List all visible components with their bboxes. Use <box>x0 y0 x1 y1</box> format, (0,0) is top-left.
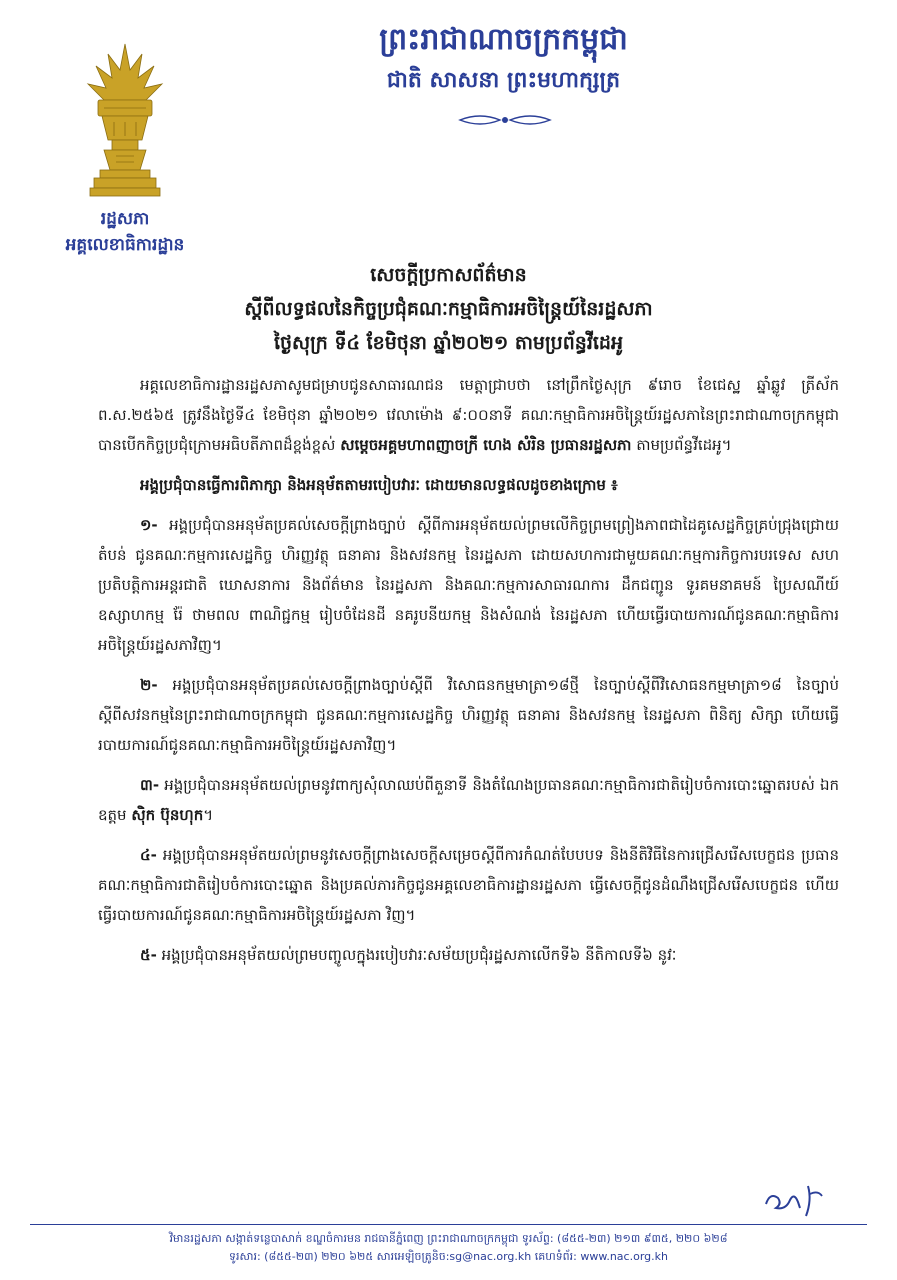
item-number: ១- <box>140 516 158 534</box>
issuer-secretariat: អគ្គលេខាធិការដ្ឋាន <box>65 235 185 255</box>
item-text: អង្គប្រជុំបានអនុម័តប្រគល់សេចក្តីព្រាងច្បាប់ ស្តីពីការអនុម័តយល់ព្រមលើកិច្ចព្រមព្រៀងភាពជាដៃគូសេដ្ឋកិច្ចគ្រប់ជ្រុងជ្រោយតំបន់ ជូនគណៈកម្មការសេដ្ឋកិច្ច ហិរញ្ញវត្ថុ ធនាគារ និងសវនកម្ម នៃរដ្ឋសភា ដោយសហការជាមួយគណៈកម្មការកិច្ចការបរទេស សហប្រតិបត្តិការអន្តរជាតិ ឃោសនាការ និងព័ត៌មាន នៃរដ្ឋសភា និងគណៈកម្មការសាធារណការ ដឹកជញ្ជូន ទូរគមនាគមន៍ ប្រៃសណីយ៍ ឧស្សាហកម្ម រ៉ែ ថាមពល ពាណិជ្ជកម្ម រៀបចំដែនដី នគរូបនីយកម្ម និងសំណង់ នៃរដ្ឋសភា ហើយធ្វើរបាយការណ៍ជូនគណៈកម្មាធិការអចិន្ត្រៃយ៍រដ្ឋសភាវិញ។ <box>98 516 839 654</box>
chair-name: សម្តេចអគ្គមហាពញាចក្រី ហេង សំរិន ប្រធានរដ្ឋសភា <box>340 436 632 454</box>
title-line-1: សេចក្តីប្រកាសព័ត៌មាន <box>370 264 527 286</box>
footer-contact <box>0 1230 897 1266</box>
intro-text: អគ្គលេខាធិការដ្ឋានរដ្ឋសភាសូមជម្រាបជូនសាធារណជន មេត្តាជ្រាបថា នៅព្រឹកថ្ងៃសុក្រ ៩រោច ខែជេស្ឋ ឆ្នាំឆ្លូវ ត្រីស័ក ព.ស.២៥៦៥ ត្រូវនឹងថ្ងៃទី៤ ខែមិថុនា ឆ្នាំ២០២១ វេលាម៉ោង ៩:០០នាទី គណៈកម្មាធិការអចិន្ត្រៃយ៍រដ្ឋសភានៃព្រះរាជាណាចក្រកម្ពុជា បានបើកកិច្ចប្រជុំក្រោមអធិបតីភាពដ៏ខ្ពង់ខ្ពស់ <box>98 376 839 454</box>
title-line-3: ថ្ងៃសុក្រ ទី៤ ខែមិថុនា ឆ្នាំ២០២១ តាមប្រព័ន្ធវីដេអូ <box>273 332 624 354</box>
intro-suffix: តាមប្រព័ន្ធវីដេអូ។ <box>636 436 732 454</box>
item-number: ៤- <box>140 846 157 864</box>
agenda-item-1 <box>98 510 839 660</box>
ornament-divider-icon <box>455 110 555 130</box>
initials-signature-icon <box>760 1180 830 1220</box>
issuer-assembly: រដ្ឋសភា <box>100 209 150 229</box>
item-text: អង្គប្រជុំបានអនុម័តប្រគល់សេចក្តីព្រាងច្បាប់ស្តីពី វិសោធនកម្មមាត្រា១៨ថ្មី នៃច្បាប់ស្តីពីវិសោធនកម្មមាត្រា១៨ នៃច្បាប់ស្តីពីសវនកម្មនៃព្រះរាជាណាចក្រកម្ពុជា ជូនគណៈកម្មការសេដ្ឋកិច្ច ហិរញ្ញវត្ថុ ធនាគារ និងសវនកម្ម នៃរដ្ឋសភា ពិនិត្យ សិក្សា ហើយធ្វើរបាយការណ៍ជូនគណៈកម្មាធិការអចិន្ត្រៃយ៍រដ្ឋសភាវិញ។ <box>98 676 839 754</box>
agenda-item-5 <box>98 940 839 970</box>
item-number: ៣- <box>140 776 160 794</box>
item-number: ២- <box>140 676 158 694</box>
issuer-block <box>50 206 200 258</box>
agenda-item-3 <box>98 770 839 830</box>
kingdom-title: ព្រះរាជាណាចក្រកម្ពុជា <box>379 22 628 57</box>
agenda-heading: អង្គប្រជុំបានធ្វើការពិភាក្សា និងអនុម័តតាមរបៀបវារៈ ដោយមានលទ្ធផលដូចខាងក្រោម ៖ <box>140 476 618 494</box>
national-assembly-emblem-icon <box>80 40 170 200</box>
intro-paragraph <box>98 370 839 460</box>
title-line-2: ស្តីពីលទ្ធផលនៃកិច្ចប្រជុំគណៈកម្មាធិការអចិន្ត្រៃយ៍នៃរដ្ឋសភា <box>244 298 653 320</box>
footer-contacts: ទូរសារ: (៨៥៥-២៣) ២២០ ៦២៥ សារអេឡិចត្រូនិច:sg@nac.org.kh គេហទំព័រ: www.nac.org.kh <box>229 1250 668 1263</box>
item-text: អង្គប្រជុំបានអនុម័តយល់ព្រមនូវសេចក្តីព្រាងសេចក្តីសម្រេចស្តីពីការកំណត់បែបបទ និងនីតិវិធីនៃការជ្រើសរើសបេក្ខជន ប្រធានគណៈកម្មាធិការជាតិរៀបចំការបោះឆ្នោត និងប្រគល់ភារកិច្ចជូនអគ្គលេខាធិការដ្ឋានរដ្ឋសភា ធ្វើសេចក្តីជូនដំណឹងជ្រើសរើសបេក្ខជន ហើយធ្វើរបាយការណ៍ជូនគណៈកម្មាធិការអចិន្ត្រៃយ៍រដ្ឋសភា វិញ។ <box>98 846 839 924</box>
resigning-official-name: ស៊ិក ប៊ុនហុក <box>131 806 204 824</box>
document-title <box>0 258 897 360</box>
footer-address: វិមានរដ្ឋសភា សង្កាត់ទន្លេបាសាក់ ខណ្ឌចំការមន រាជធានីភ្នំពេញ ព្រះរាជាណាចក្រកម្ពុជា ទូរស័ព្ទ: (៨៥៥-២៣) ២១៣ ៩៣៥, ២២០ ៦២៨ <box>169 1232 728 1245</box>
press-release-body <box>98 370 839 980</box>
agenda-item-2 <box>98 670 839 760</box>
agenda-item-4 <box>98 840 839 930</box>
item-suffix: ។ <box>203 806 214 824</box>
national-motto: ជាតិ សាសនា ព្រះមហាក្សត្រ <box>386 67 621 93</box>
item-text: អង្គប្រជុំបានអនុម័តយល់ព្រមបញ្ចូលក្នុងរបៀបវារៈសម័យប្រជុំរដ្ឋសភាលើកទី៦ នីតិកាលទី៦ នូវៈ <box>161 946 677 964</box>
footer-divider <box>30 1224 867 1225</box>
item-number: ៥- <box>140 946 157 964</box>
item-text: អង្គប្រជុំបានអនុម័តយល់ព្រមនូវពាក្យសុំលាឈប់ពីតួនាទី និងតំណែងប្រធានគណៈកម្មាធិការជាតិរៀបចំការបោះឆ្នោតរបស់ ឯកឧត្តម <box>98 776 839 824</box>
